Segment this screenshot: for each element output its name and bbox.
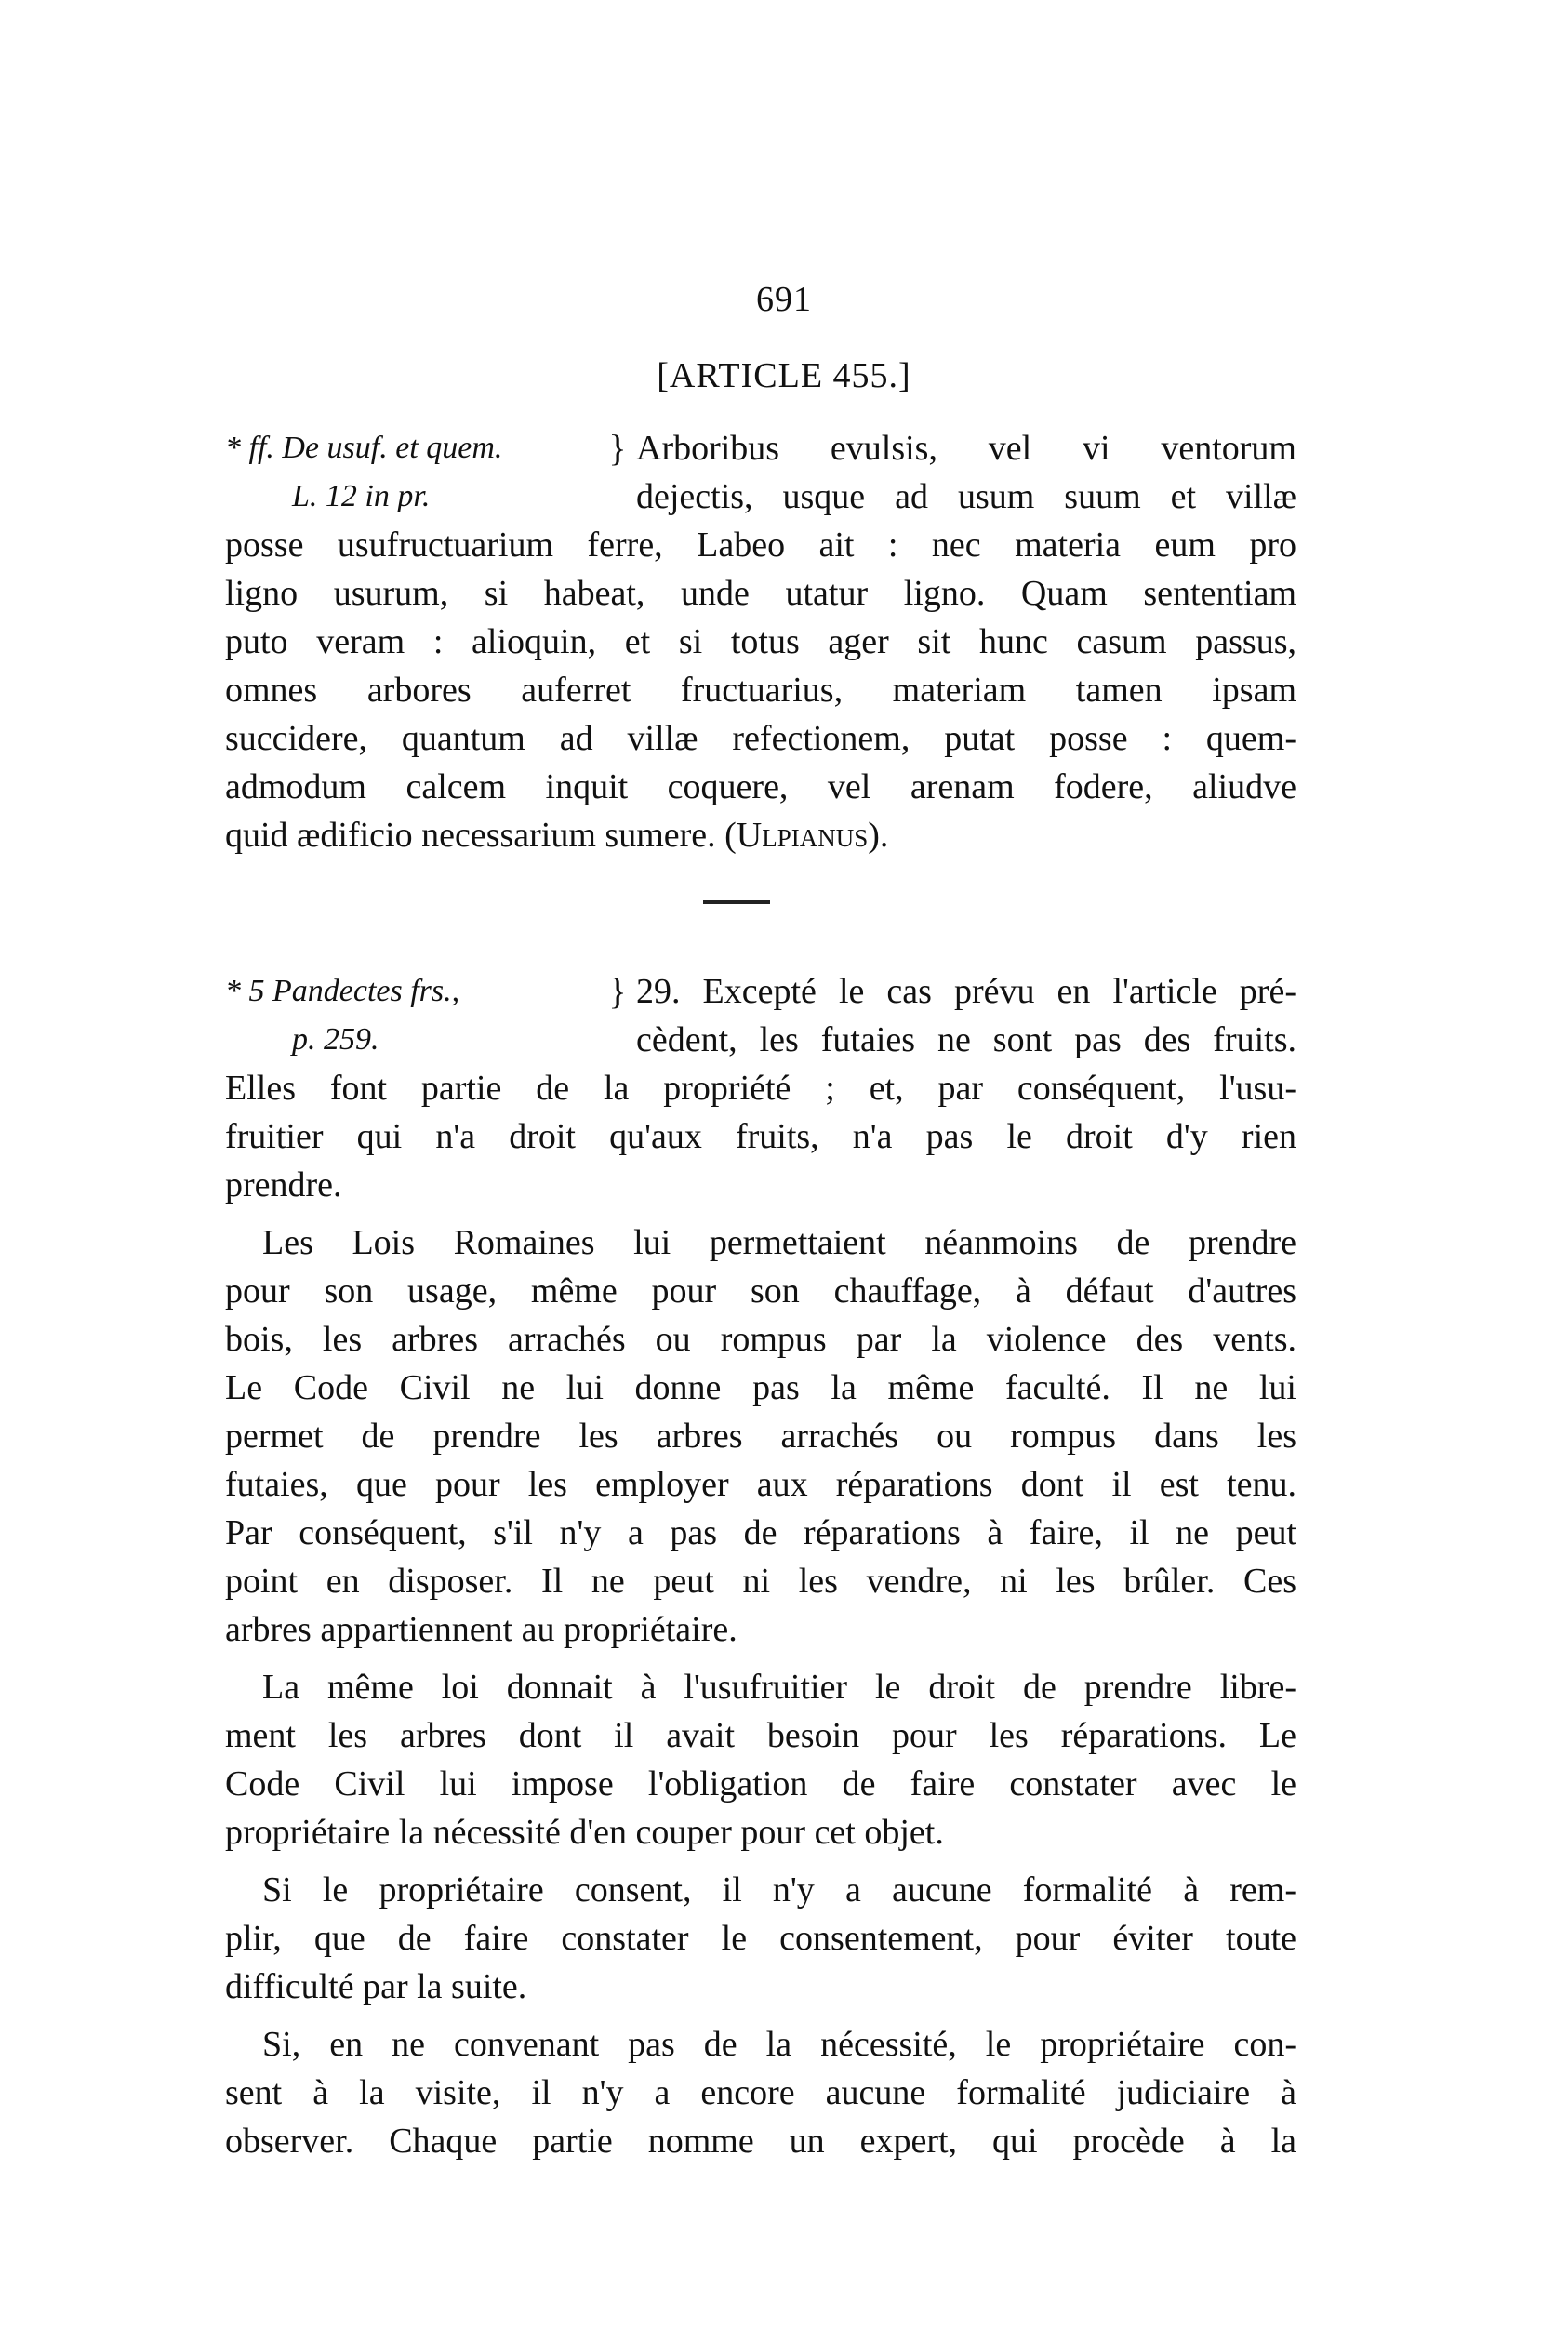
text-line	[225, 811, 1296, 859]
text-line: Arboribus evulsis, vel vi ventorum	[636, 429, 1296, 468]
text-line: ligno usurum, si habeat, unde utatur ligno. Quam sententiam	[225, 574, 1296, 613]
commentary-head-text	[636, 967, 1296, 1064]
text-line: dejectis, usque ad usum suum et villæ	[636, 477, 1296, 516]
text-line: propriétaire la nécessité d'en couper pour cet objet.	[225, 1813, 944, 1852]
text-line: Si, en ne convenant pas de la nécessité, le propriétaire con-	[262, 2025, 1296, 2064]
text-line: Elles font partie de la propriété ; et, par conséquent, l'usu-	[225, 1069, 1296, 1108]
paragraph-3	[225, 1663, 1296, 1857]
text-line: prendre.	[225, 1165, 342, 1204]
text-line: La même loi donnait à l'usufruitier le droit de prendre libre-	[262, 1668, 1296, 1707]
paragraph-1	[225, 1064, 1296, 1209]
citation-head-text	[636, 424, 1296, 521]
text-line: Les Lois Romaines lui permettaient néanmoins de prendre	[262, 1223, 1296, 1262]
text-line: 29. Excepté le cas prévu en l'article pré-	[636, 972, 1296, 1011]
french-commentary-section	[225, 967, 1296, 2175]
text-line: Le Code Civil ne lui donne pas la même faculté. Il ne lui	[225, 1368, 1296, 1407]
text-line: observer. Chaque partie nomme un expert, qui procède à la	[225, 2122, 1296, 2161]
paragraph-5	[225, 2020, 1296, 2165]
citation-body	[225, 521, 1296, 859]
text-line: Code Civil lui impose l'obligation de faire constater avec le	[225, 1764, 1296, 1803]
text-line: puto veram : alioquin, et si totus ager sit hunc casum passus,	[225, 622, 1296, 661]
text-line: pour son usage, même pour son chauffage, à défaut d'autres	[225, 1271, 1296, 1311]
text-line: admodum calcem inquit coquere, vel arenam fodere, aliudve	[225, 767, 1296, 806]
closing-line-text: quid ædificio necessarium sumere.	[225, 816, 716, 855]
page-number: 691	[756, 280, 812, 319]
text-line: fruitier qui n'a droit qu'aux fruits, n'a pas le droit d'y rien	[225, 1117, 1296, 1156]
citation-reference	[225, 424, 599, 521]
text-line: sent à la visite, il n'y a encore aucune formalité judiciaire à	[225, 2073, 1296, 2112]
text-line: point en disposer. Il ne peut ni les vendre, ni les brûler. Ces	[225, 1562, 1296, 1601]
reference-line-1: * ff. De usuf. et quem.	[225, 431, 503, 465]
text-line: arbres appartiennent au propriétaire.	[225, 1610, 737, 1649]
citation-header	[225, 424, 1296, 521]
commentary-reference	[225, 967, 599, 1064]
reference-line-2: L. 12 in pr.	[292, 479, 431, 513]
text-line: bois, les arbres arrachés ou rompus par la violence des vents.	[225, 1320, 1296, 1359]
text-line: plir, que de faire constater le consentement, pour éviter toute	[225, 1919, 1296, 1958]
commentary-header	[225, 967, 1296, 1064]
author-attribution: (Ulpianus).	[724, 816, 889, 855]
section-divider	[703, 900, 770, 904]
text-line: succidere, quantum ad villæ refectionem, putat posse : quem-	[225, 719, 1296, 758]
paragraph-2	[225, 1218, 1296, 1654]
text-line: ment les arbres dont il avait besoin pour les réparations. Le	[225, 1716, 1296, 1755]
text-line: difficulté par la suite.	[225, 1967, 527, 2006]
text-line: Si le propriétaire consent, il n'y a aucune formalité à rem-	[262, 1870, 1296, 1910]
brace-mark: }	[608, 427, 627, 469]
text-line: futaies, que pour les employer aux réparations dont il est tenu.	[225, 1465, 1296, 1504]
reference-line-1: * 5 Pandectes frs.,	[225, 974, 460, 1008]
text-line: permet de prendre les arbres arrachés ou rompus dans les	[225, 1417, 1296, 1456]
article-heading: [ARTICLE 455.]	[657, 356, 911, 395]
reference-line-2: p. 259.	[292, 1022, 379, 1057]
text-line: cèdent, les futaies ne sont pas des fruits.	[636, 1020, 1296, 1059]
text-line: omnes arbores auferret fructuarius, materiam tamen ipsam	[225, 671, 1296, 710]
brace-mark: }	[608, 970, 627, 1012]
text-line: posse usufructuarium ferre, Labeo ait : nec materia eum pro	[225, 526, 1296, 565]
paragraph-4	[225, 1866, 1296, 2011]
text-line: Par conséquent, s'il n'y a pas de réparations à faire, il ne peut	[225, 1513, 1296, 1552]
latin-citation-section	[225, 424, 1296, 859]
